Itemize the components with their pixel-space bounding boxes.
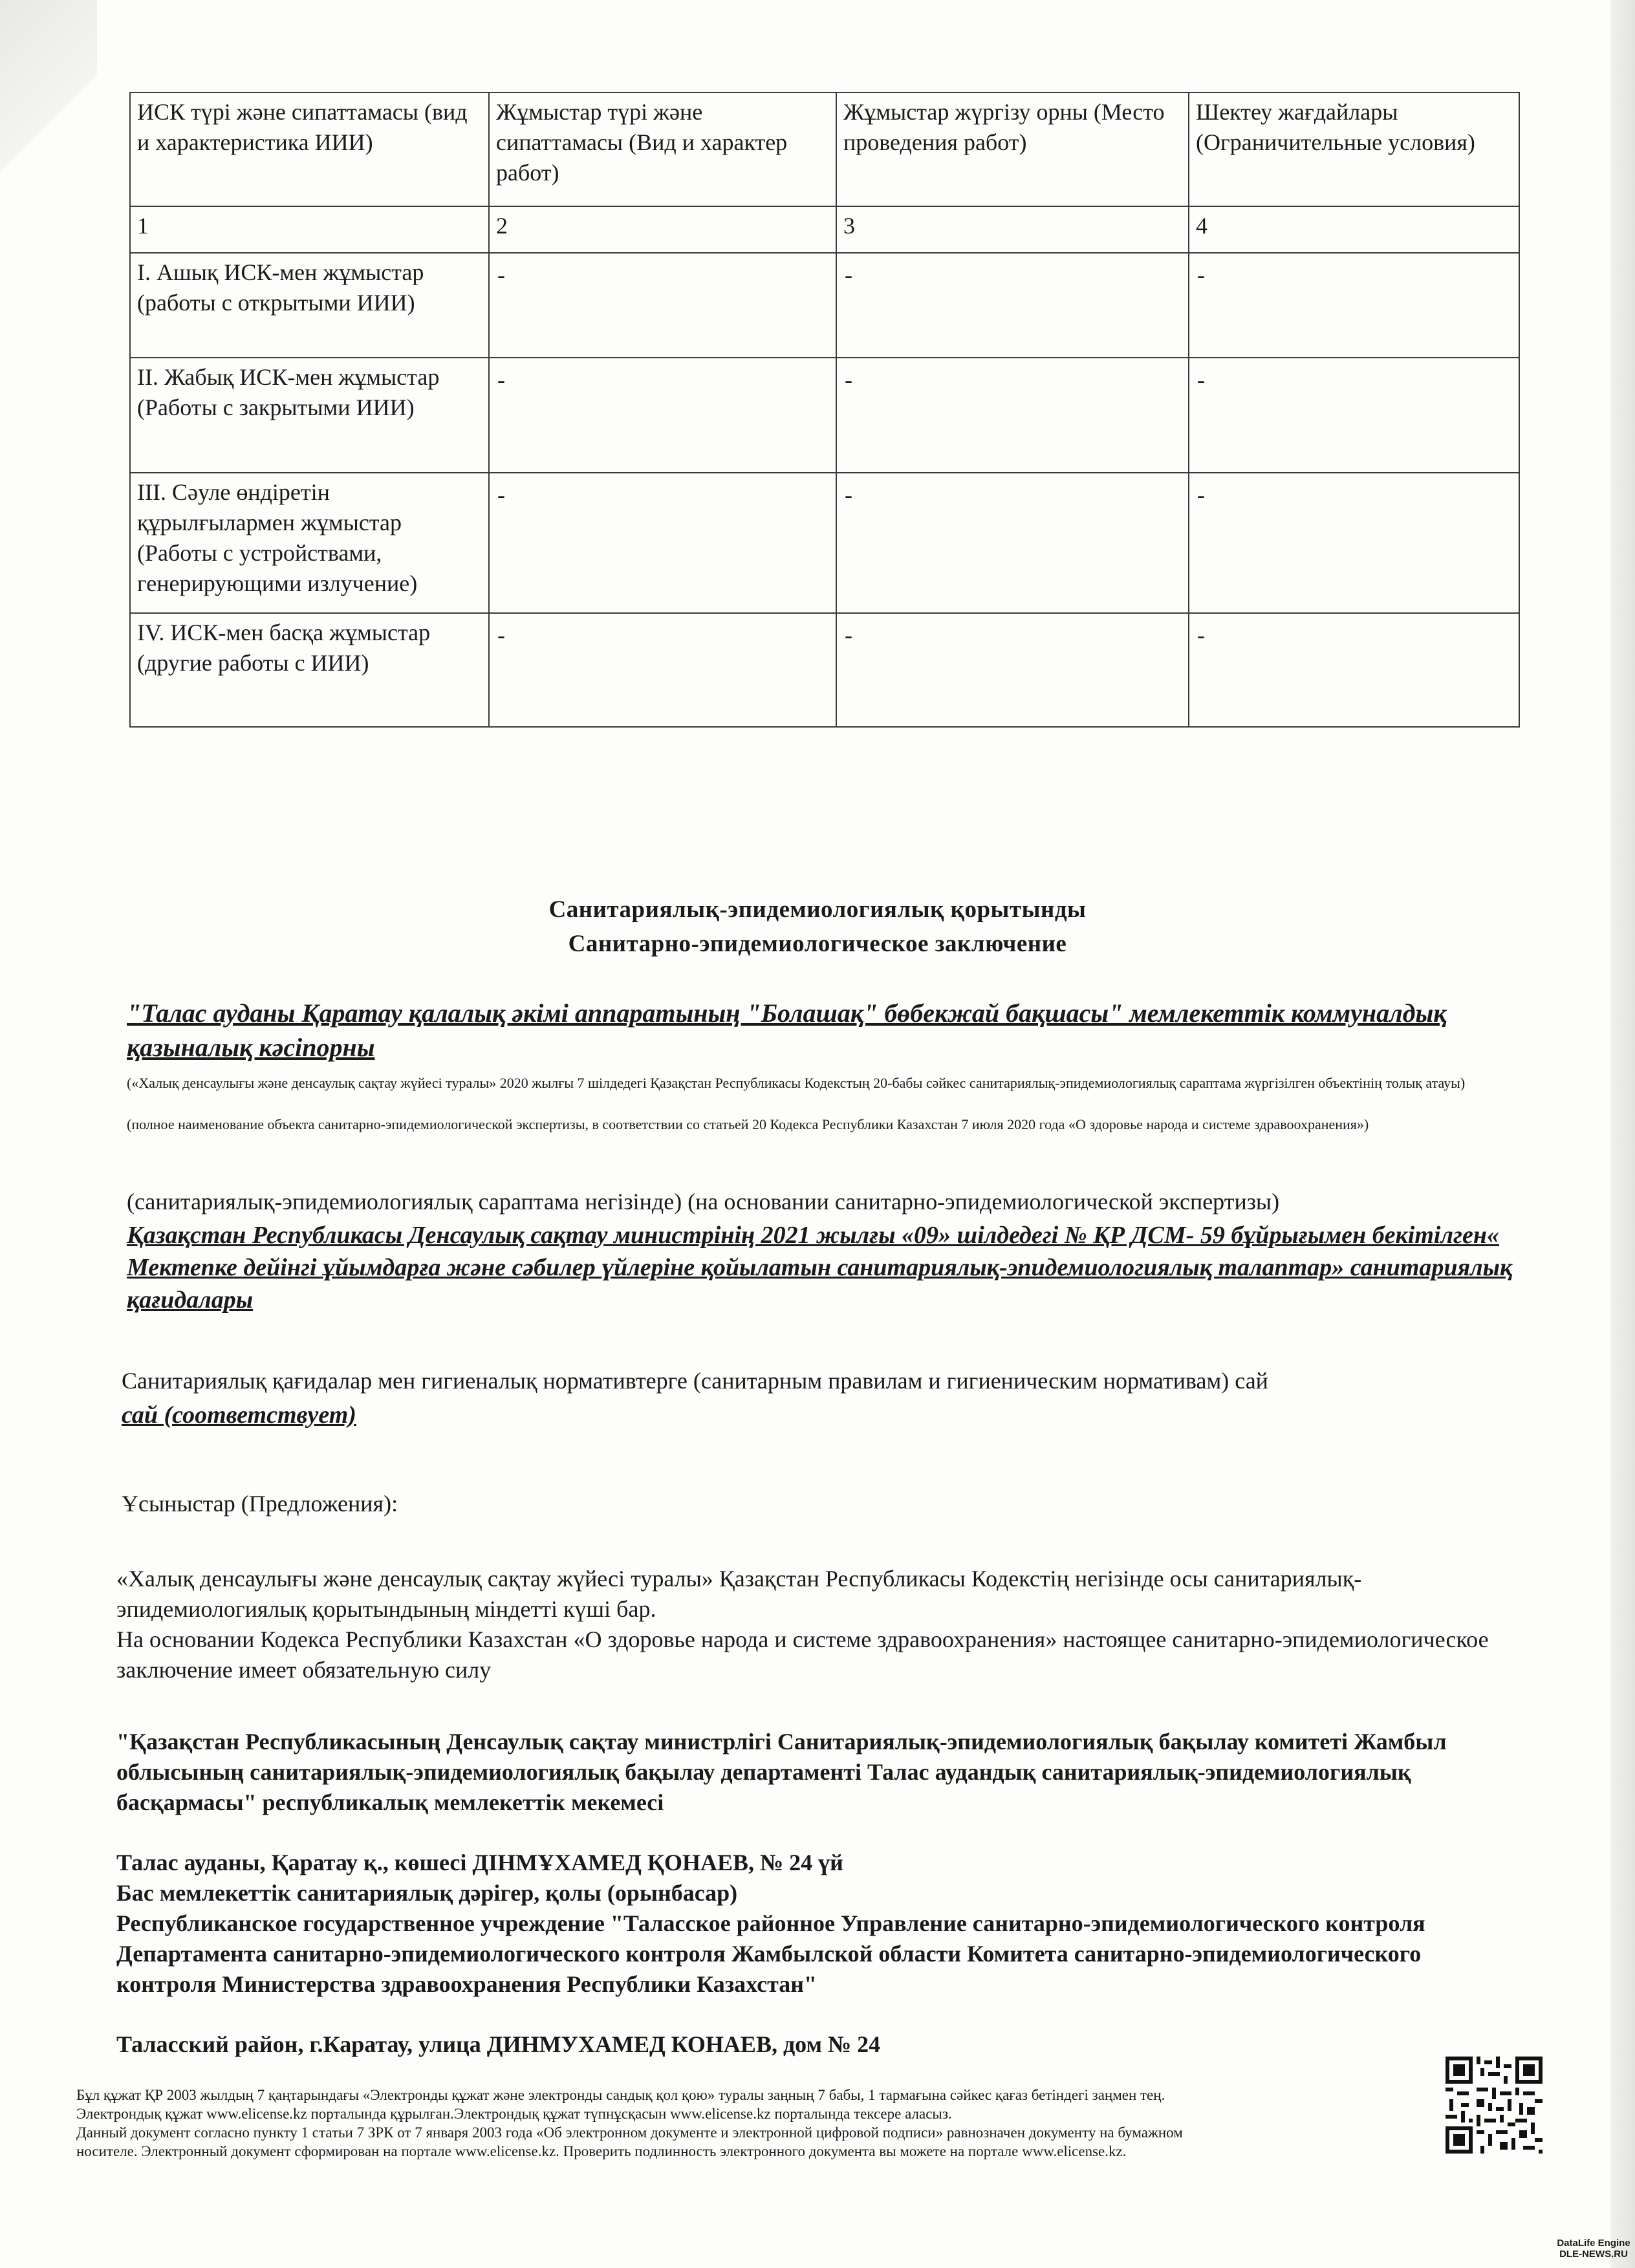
object-name: "Талас ауданы Қаратау қалалық әкімі аппаратының "Болашақ" бөбекжай бақшасы" мемлекеттік коммуналдық қазыналық кәсіпорны xyxy=(127,999,1447,1062)
table-header-row xyxy=(130,92,1519,206)
row-label: IV. ИСК-мен басқа жұмыстар (другие работы с ИИИ) xyxy=(130,613,489,727)
authority-address-kz: Талас ауданы, Қаратау қ., көшесі ДІНМҰХАМЕД ҚОНАЕВ, № 24 үй xyxy=(116,1850,843,1875)
table-number-row xyxy=(130,206,1519,253)
object-note-ru: (полное наименование объекта санитарно-эпидемиологической экспертизы, в соответствии со статьей 20 Кодекса Республики Казахстан 7 июля 2020 года «О здоровье народа и системе здравоохранения») xyxy=(127,1116,1369,1132)
header-work-place: Жұмыстар жүргізу орны (Место проведения работ) xyxy=(836,92,1189,206)
table-cell xyxy=(489,253,836,358)
footer-line: носителе. Электронный документ сформирован на портале www.elicense.kz. Проверить подлинность электронного документа вы можете на портале www.elicense.kz. xyxy=(76,2143,1127,2159)
title-ru: Санитарно-эпидемиологическое заключение xyxy=(568,931,1067,957)
table-cell xyxy=(1189,253,1519,358)
authority-name-ru: Республиканское государственное учреждение "Таласское районное Управление санитарно-эпидемиологического контроля Департамента санитарно-эпидемиологического контроля Жамбылской области Комитета санитарно-эпидемиологического контроля Министерства здравоохранения Республики Казахстан" xyxy=(116,1910,1425,1997)
table-cell xyxy=(1189,473,1519,613)
brand-line: DLE-NEWS.RU xyxy=(1559,2249,1628,2260)
proposals-label: Ұсыныстар (Предложения): xyxy=(122,1491,398,1517)
legal-force-kz: «Халық денсаулығы және денсаулық сақтау жүйесі туралы» Қазақстан Республикасы Кодекстің негізінде осы санитариялық-эпидемиологиялық қорытындының міндетті күші бар. xyxy=(116,1566,1362,1622)
row-label: II. Жабық ИСК-мен жұмыстар (Работы с закрытыми ИИИ) xyxy=(130,358,489,473)
table-cell xyxy=(836,358,1189,473)
signatory-position: Бас мемлекеттік санитариялық дәрігер, қолы (орынбасар) xyxy=(116,1880,738,1906)
authority-name-kz: "Қазақстан Республикасының Денсаулық сақтау министрлігі Санитариялық-эпидемиологиялық бақылау комитеті Жамбыл облысының санитариялық-эпидемиологиялық бақылау департаменті Талас аудандық санитариялық-эпидемиологиялық басқармасы" республикалық мемлекеттік мекемесі xyxy=(116,1729,1447,1815)
title-kz: Санитариялық-эпидемиологиялық қорытынды xyxy=(548,896,1087,923)
cell-value: - xyxy=(497,262,505,288)
row-label: III. Сәуле өндіретін құрылғылармен жұмыстар (Работы с устройствами, генерирующими излучение) xyxy=(130,473,489,613)
legal-force-ru: На основании Кодекса Республики Казахстан «О здоровье народа и системе здравоохранения» настоящее санитарно-эпидемиологическое заключение имеет обязательную силу xyxy=(116,1626,1489,1683)
basis-label: (санитариялық-эпидемиологиялық сараптама негізінде) (на основании санитарно-эпидемиологической экспертизы) xyxy=(127,1189,1280,1215)
column-number: 1 xyxy=(130,206,489,253)
compliance-value: сай (соответствует) xyxy=(122,1401,356,1429)
page-fold-shadow xyxy=(0,0,97,213)
column-number: 3 xyxy=(836,206,1189,253)
table-cell xyxy=(836,253,1189,358)
table-cell xyxy=(1189,613,1519,727)
table-cell xyxy=(836,613,1189,727)
cell-value: - xyxy=(497,622,505,648)
object-note-kz: («Халық денсаулығы және денсаулық сақтау жүйесі туралы» 2020 жылғы 7 шілдедегі Қазақстан Республикасы Кодекстың 20-бабы сәйкес санитариялық-эпидемиологиялық сараптама жүргізілген объектінің толық атауы) xyxy=(127,1075,1466,1091)
cell-value: - xyxy=(845,482,852,508)
column-number: 4 xyxy=(1189,206,1519,253)
cell-value: - xyxy=(845,622,852,648)
table-cell xyxy=(489,358,836,473)
footer-line: Электрондық құжат www.elicense.kz порталында құрылған.Электрондық құжат түпнұсқасын www.elicense.kz порталында тексере аласыз. xyxy=(76,2106,952,2122)
table-cell xyxy=(489,613,836,727)
row-label: I. Ашық ИСК-мен жұмыстар (работы с открытыми ИИИ) xyxy=(130,253,489,358)
qr-code-icon xyxy=(1446,2057,1543,2154)
table-cell xyxy=(1189,358,1519,473)
authority-address-ru: Таласский район, г.Каратау, улица ДИНМУХАМЕД КОНАЕВ, дом № 24 xyxy=(116,2031,881,2057)
cell-value: - xyxy=(1197,262,1205,288)
cell-value: - xyxy=(497,367,505,393)
radiation-sources-table xyxy=(129,92,1520,728)
table-row xyxy=(130,613,1519,727)
footer-line: Бұл құжат ҚР 2003 жылдың 7 қаңтарындағы «Электронды құжат және электронды сандық қол қою» туралы заңның 7 бабы, 1 тармағына сәйкес қағаз бетіндегі заңмен тең. xyxy=(76,2087,1165,2103)
cell-value: - xyxy=(497,482,505,508)
footer-line: Данный документ согласно пункту 1 статьи 7 ЗРК от 7 января 2003 года «Об электронном документе и электронной цифровой подписи» равнозначен документу на бумажном xyxy=(76,2124,1183,2141)
table-cell xyxy=(489,473,836,613)
cell-value: - xyxy=(1197,482,1205,508)
cell-value: - xyxy=(845,262,852,288)
page-edge xyxy=(1610,0,1635,2268)
table-row xyxy=(130,473,1519,613)
compliance-label: Санитариялық қағидалар мен гигиеналық нормативтерге (санитарным правилам и гигиеническим нормативам) сай xyxy=(122,1368,1268,1394)
basis-value: Қазақстан Республикасы Денсаулық сақтау министрінің 2021 жылғы «09» шілдедегі № ҚР ДСМ- 59 бұйрығымен бекітілген« Мектепке дейінгі ұйымдарға және сәбилер үйлеріне қойылатын санитариялық-эпидемиологиялық талаптар» санитариялық қағидалары xyxy=(127,1222,1513,1313)
header-source-type: ИСК түрі және сипаттамасы (вид и характеристика ИИИ) xyxy=(130,92,489,206)
header-work-type: Жұмыстар түрі және сипаттамасы (Вид и характер работ) xyxy=(489,92,836,206)
cell-value: - xyxy=(845,367,852,393)
table-row xyxy=(130,358,1519,473)
column-number: 2 xyxy=(489,206,836,253)
table-cell xyxy=(836,473,1189,613)
cell-value: - xyxy=(1197,622,1205,648)
table-row xyxy=(130,253,1519,358)
header-restrictions: Шектеу жағдайлары (Ограничительные условия) xyxy=(1189,92,1519,206)
footer-notice xyxy=(76,2086,1409,2161)
brand-line: DataLife Engine xyxy=(1557,2238,1630,2249)
watermark-brand xyxy=(1555,2238,1632,2260)
cell-value: - xyxy=(1197,367,1205,393)
